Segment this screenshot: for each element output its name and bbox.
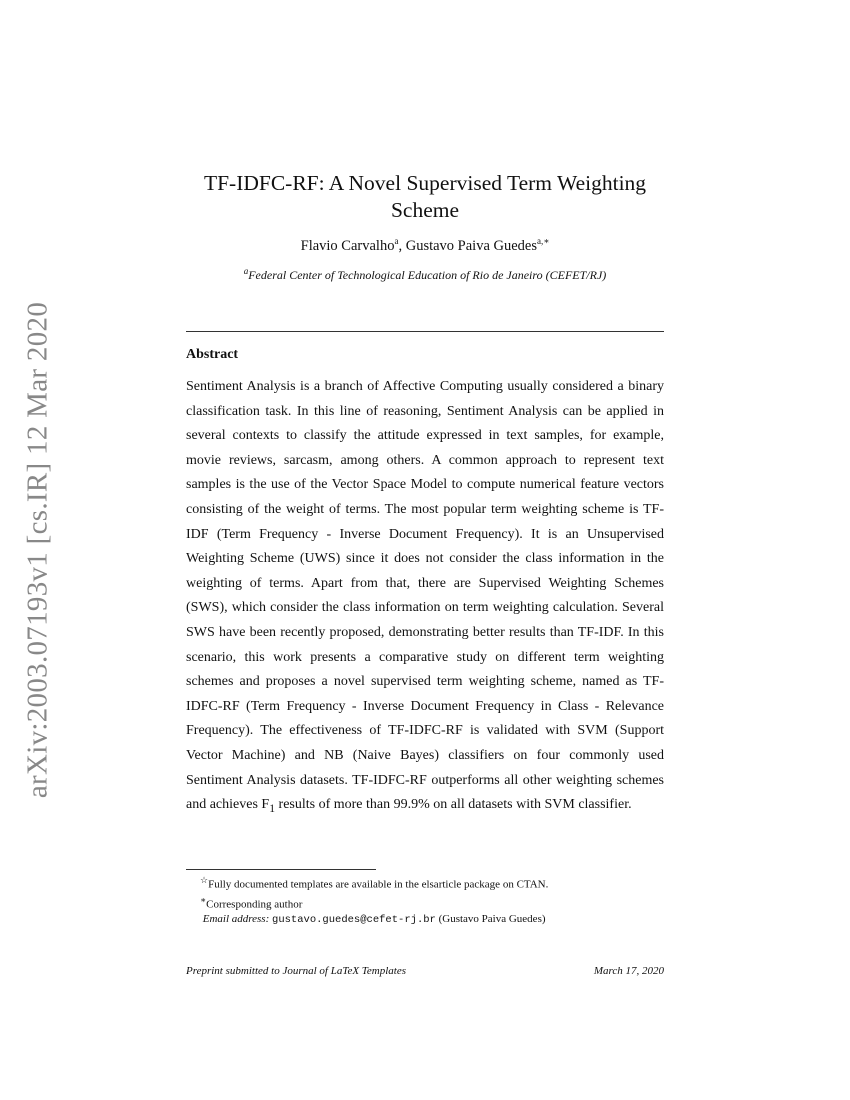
abstract-body	[186, 375, 664, 821]
affiliation	[186, 266, 664, 283]
footnote-rule	[186, 869, 376, 870]
email-link[interactable]: gustavo.guedes@cefet-rj.br	[272, 914, 436, 927]
author-list: Flavio Carvalho$^a$, Gustavo Paiva Guedes$^{a,∗}$	[300, 236, 550, 254]
footer-date: March 17, 2020	[593, 965, 664, 977]
abstract-text-tail: results of more than 99.9% on all datasets with SVM classifier.	[275, 797, 632, 813]
footnote-email	[200, 912, 670, 928]
footnote-corresponding	[200, 893, 670, 913]
affiliation-mark: a	[243, 266, 249, 276]
asterisk-icon: ∗	[200, 894, 207, 905]
abstract-text: Sentiment Analysis is a branch of Affective Computing usually considered a binary classification task. In this line of reasoning, Sentiment Analysis can be applied in several contexts to classify the attitude expressed in text samples, for example, movie reviews, sarcasm, among others. A common approach to represent text samples is the use of the Vector Space Model to compute numerical feature vectors consisting of the weight of terms. The most popular term weighting scheme is TF-IDF (Term Frequency - Inverse Document Frequency). It is an Unsupervised Weighting Scheme (UWS) since it does not consider the class information in the weighting of terms. Apart from that, there are Supervised Weighting Schemes (SWS), which consider the class information on term weighting calculation. Several SWS have been recently proposed, demonstrating better results than TF-IDF. In this scenario, this work presents a comparative study on different term weighting schemes and proposes a novel supervised term weighting scheme, named as TF-IDFC-RF (Term Frequency - Inverse Document Frequency in Class - Relevance Frequency). The effectiveness of TF-IDFC-RF is validated with SVM (Support Vector Machine) and NB (Naive Bayes) classifiers on four commonly used Sentiment Analysis datasets. TF-IDFC-RF outperforms all other weighting schemes and achieves F	[186, 379, 664, 813]
author-name: Flavio Carvalho	[300, 237, 395, 254]
f1-subscript: 1	[269, 801, 276, 815]
arxiv-stamp-text: arXiv:2003.07193v1 [cs.IR] 12 Mar 2020	[21, 301, 54, 799]
footer-preprint: Preprint submitted to Journal of LaTeX Templates	[186, 965, 407, 977]
author-mark: a,∗	[537, 236, 550, 246]
affiliation-text: Federal Center of Technological Education of Rio de Janeiro (CEFET/RJ)	[248, 268, 607, 282]
email-owner: (Gustavo Paiva Guedes)	[438, 913, 546, 926]
paper-title: TF-IDFC-RF: A Novel Supervised Term Weighting Scheme	[203, 171, 647, 222]
arxiv-side-stamp	[18, 300, 58, 800]
page-footer	[186, 965, 664, 977]
footnote-text: Fully documented templates are available in the elsarticle package on CTAN.	[208, 878, 549, 891]
abstract-heading: Abstract	[186, 347, 239, 362]
email-label: Email address:	[202, 913, 270, 926]
abstract-top-rule	[186, 331, 664, 332]
star-icon: ☆	[200, 875, 209, 885]
author-name: Gustavo Paiva Guedes	[405, 237, 537, 254]
footnote-templates	[200, 873, 670, 893]
author-mark: a	[394, 236, 399, 246]
footnotes	[200, 873, 670, 928]
footnote-text: Corresponding author	[206, 898, 303, 911]
